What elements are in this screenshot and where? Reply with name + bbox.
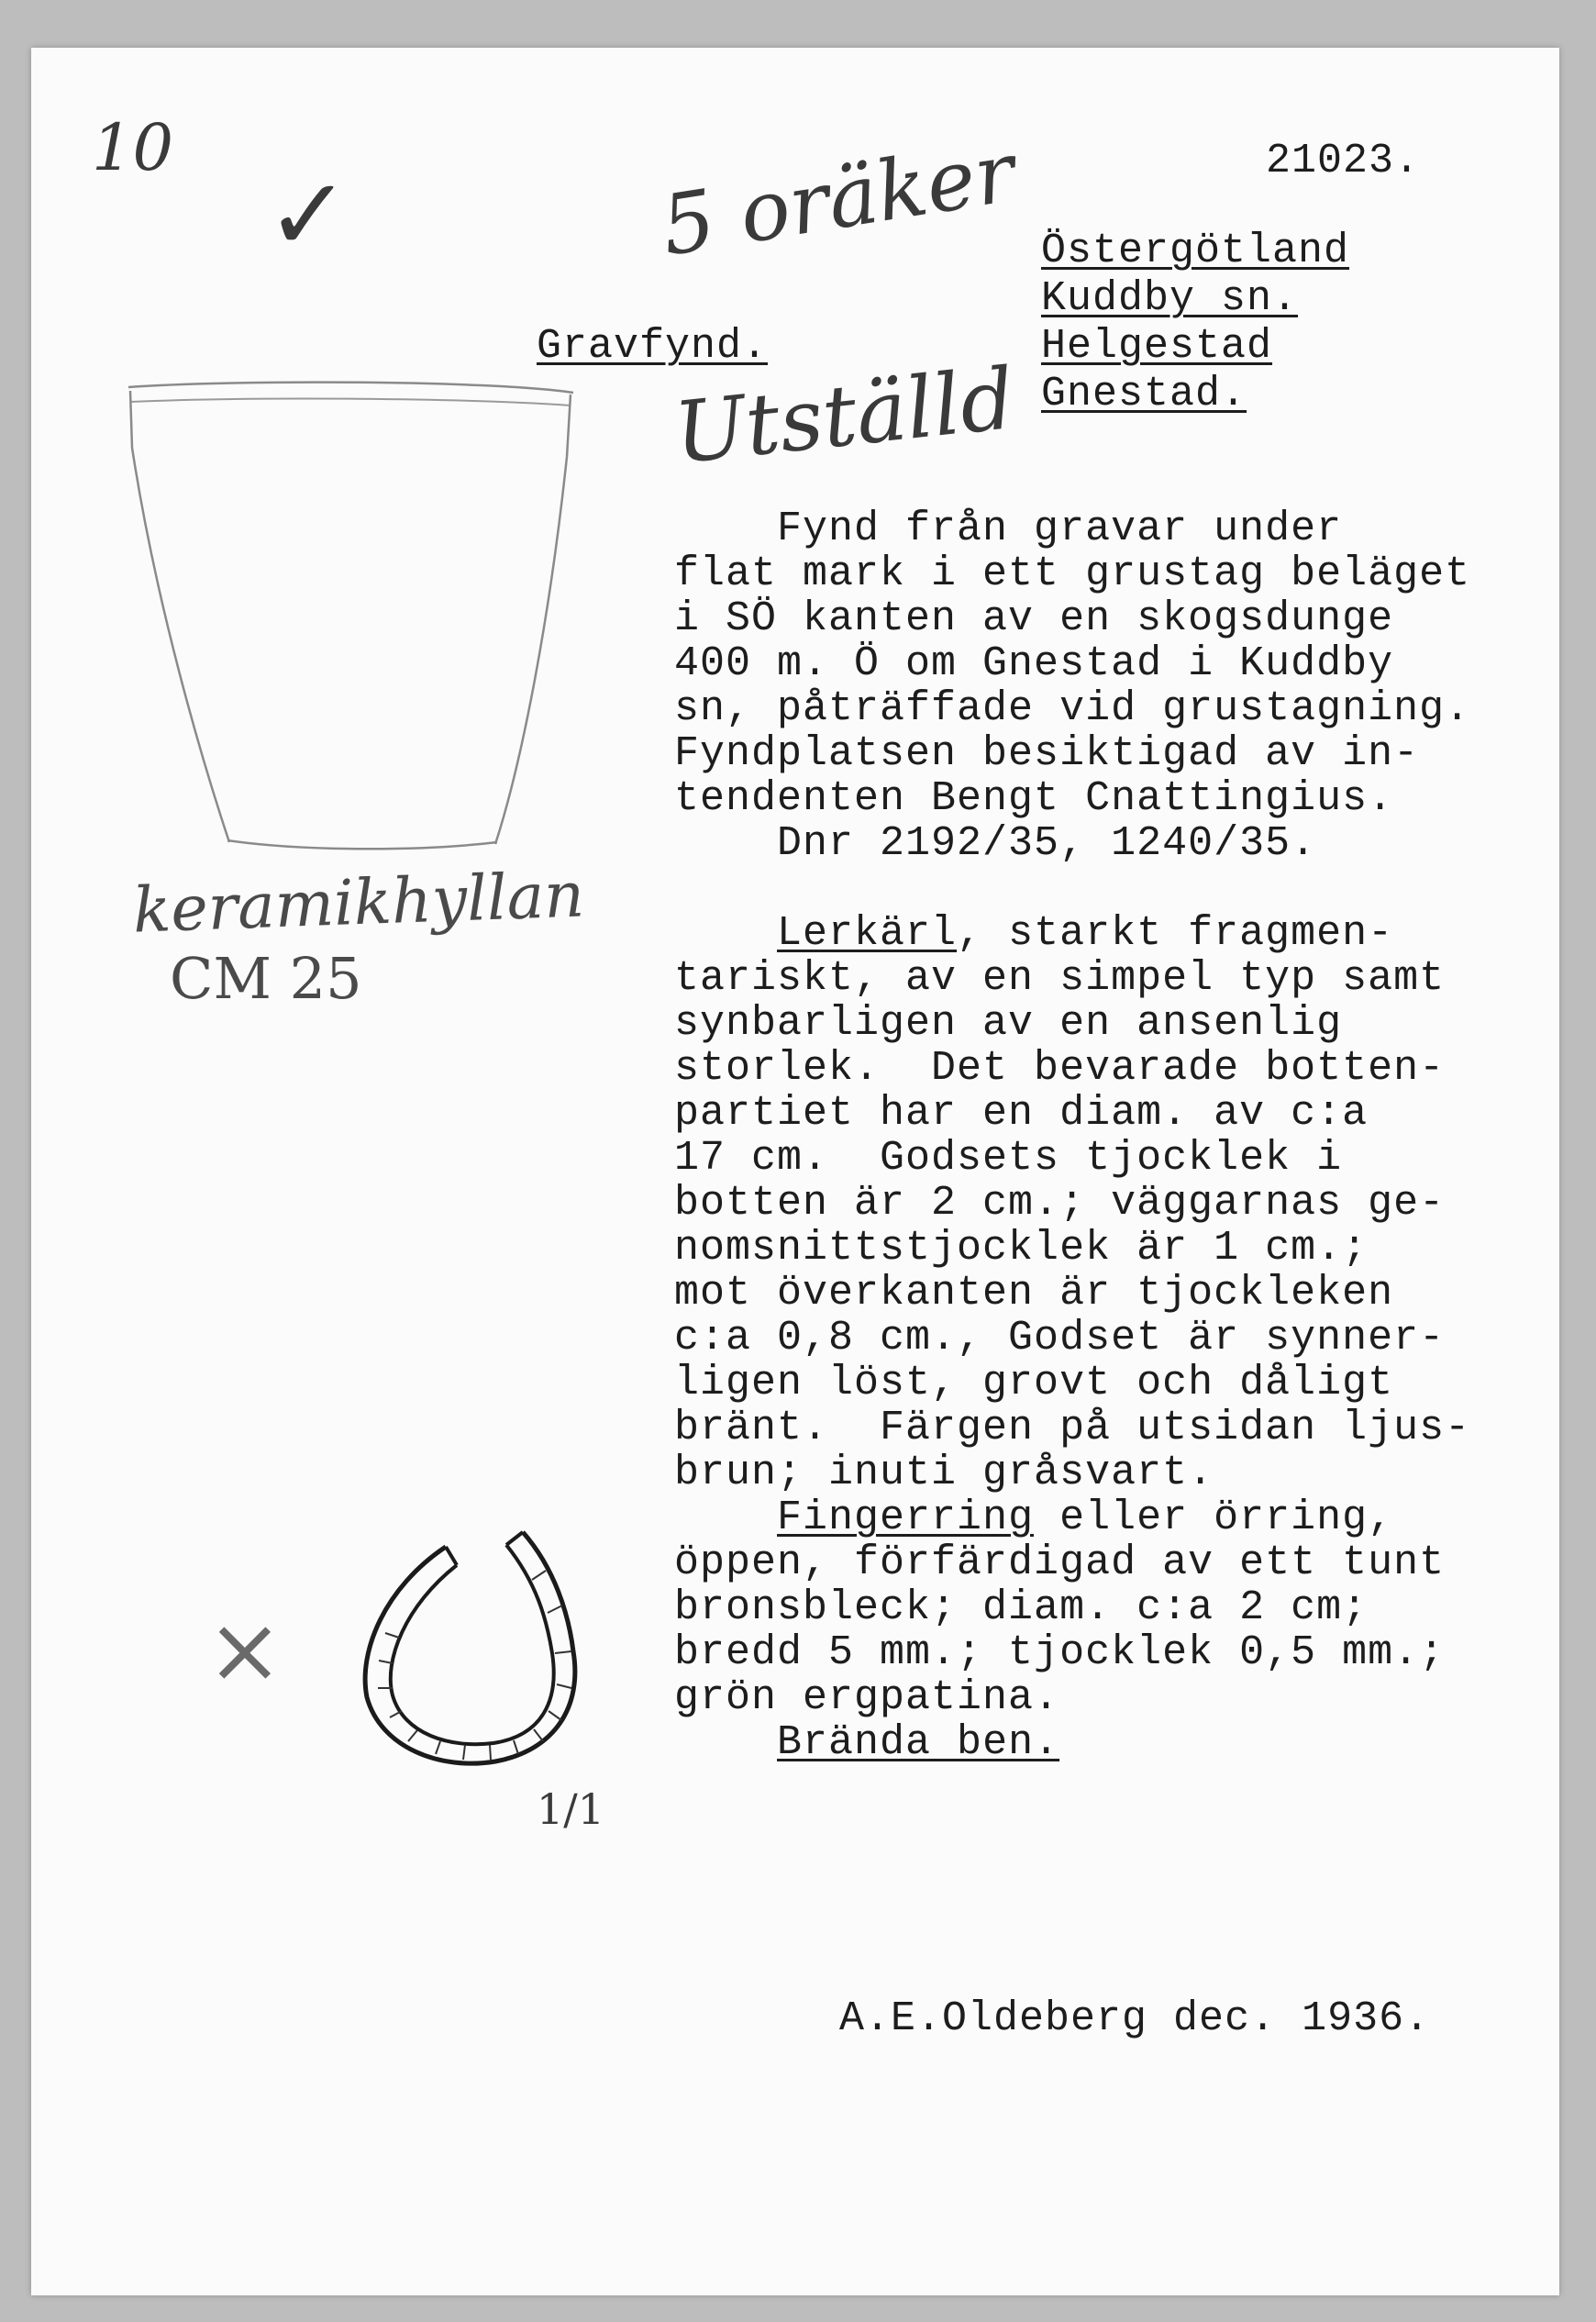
- text-line: c:a 0,8 cm., Godset är synner-: [674, 1315, 1446, 1361]
- text-line: [674, 1495, 1470, 1540]
- text-line: bränt. Färgen på utsidan ljus-: [674, 1405, 1471, 1451]
- text-line: tendenten Bengt Cnattingius.: [674, 775, 1394, 822]
- ring-first: eller örring,: [1034, 1494, 1394, 1541]
- text-line: Fynd från gravar under: [674, 506, 1343, 552]
- location-farm: Gnestad.: [1041, 371, 1247, 417]
- text-line: bronsbleck; diam. c:a 2 cm;: [674, 1584, 1369, 1631]
- text-line: Fyndplatsen besiktigad av in-: [674, 730, 1420, 777]
- text-line: nomsnittstjocklek är 1 cm.;: [674, 1225, 1369, 1272]
- text-line: flat mark i ett grustag beläget: [674, 550, 1471, 597]
- text-line: 17 cm. Godsets tjocklek i: [674, 1135, 1343, 1182]
- checkmark-note: ✓: [266, 156, 351, 273]
- text-line: öppen, förfärdigad av ett tunt: [674, 1539, 1446, 1586]
- text-line: Dnr 2192/35, 1240/35.: [674, 820, 1317, 867]
- text-line: partiet har en diam. av c:a: [674, 1090, 1369, 1137]
- pottery-first: , starkt fragmen-: [957, 910, 1394, 957]
- signature: A.E.Oldeberg dec. 1936.: [839, 1995, 1431, 2042]
- ring-term: Fingerring: [777, 1494, 1035, 1541]
- text-line: mot överkanten är tjockleken: [674, 1270, 1394, 1317]
- text-line: [674, 911, 1470, 956]
- scale-note: 1/1: [537, 1784, 605, 1834]
- location-parish: Kuddby sn.: [1041, 275, 1299, 322]
- cross-mark: ×: [206, 1596, 283, 1704]
- text-line: ligen löst, grovt och dåligt: [674, 1360, 1394, 1406]
- text-line: brun; inuti gråsvart.: [674, 1450, 1214, 1496]
- text-line: sn, påträffade vid grustagning.: [674, 685, 1471, 732]
- location-province: Östergötland: [1041, 228, 1350, 274]
- pot-sketch: [119, 374, 596, 861]
- storage-note: keramikhyllan: [131, 859, 586, 948]
- exhibit-note: 5 oräker: [655, 124, 1022, 275]
- text-line: grön ergpatina.: [674, 1674, 1060, 1721]
- text-line: 400 m. Ö om Gnestad i Kuddby: [674, 640, 1394, 687]
- text-line: synbarligen av en ansenlig: [674, 1000, 1343, 1047]
- bones-term: Brända ben.: [777, 1719, 1060, 1766]
- shelf-note: CM 25: [170, 945, 362, 1012]
- ring-drawing: [349, 1514, 605, 1780]
- find-type: Gravfynd.: [537, 323, 769, 370]
- text-line: tariskt, av en simpel typ samt: [674, 955, 1446, 1002]
- exhibited-note: Utställd: [670, 349, 1019, 483]
- text-line: bredd 5 mm.; tjocklek 0,5 mm.;: [674, 1629, 1446, 1676]
- text-line: i SÖ kanten av en skogsdunge: [674, 595, 1394, 642]
- text-line: storlek. Det bevarade botten-: [674, 1045, 1446, 1092]
- text-line: botten är 2 cm.; väggarnas ge-: [674, 1180, 1446, 1227]
- catalog-number: 21023.: [1266, 138, 1421, 184]
- page-number-note: 10: [92, 110, 174, 185]
- description-text: [674, 459, 1470, 1765]
- location-village: Helgestad: [1041, 323, 1273, 370]
- text-line: [674, 1720, 1470, 1765]
- pottery-term: Lerkärl: [777, 910, 958, 957]
